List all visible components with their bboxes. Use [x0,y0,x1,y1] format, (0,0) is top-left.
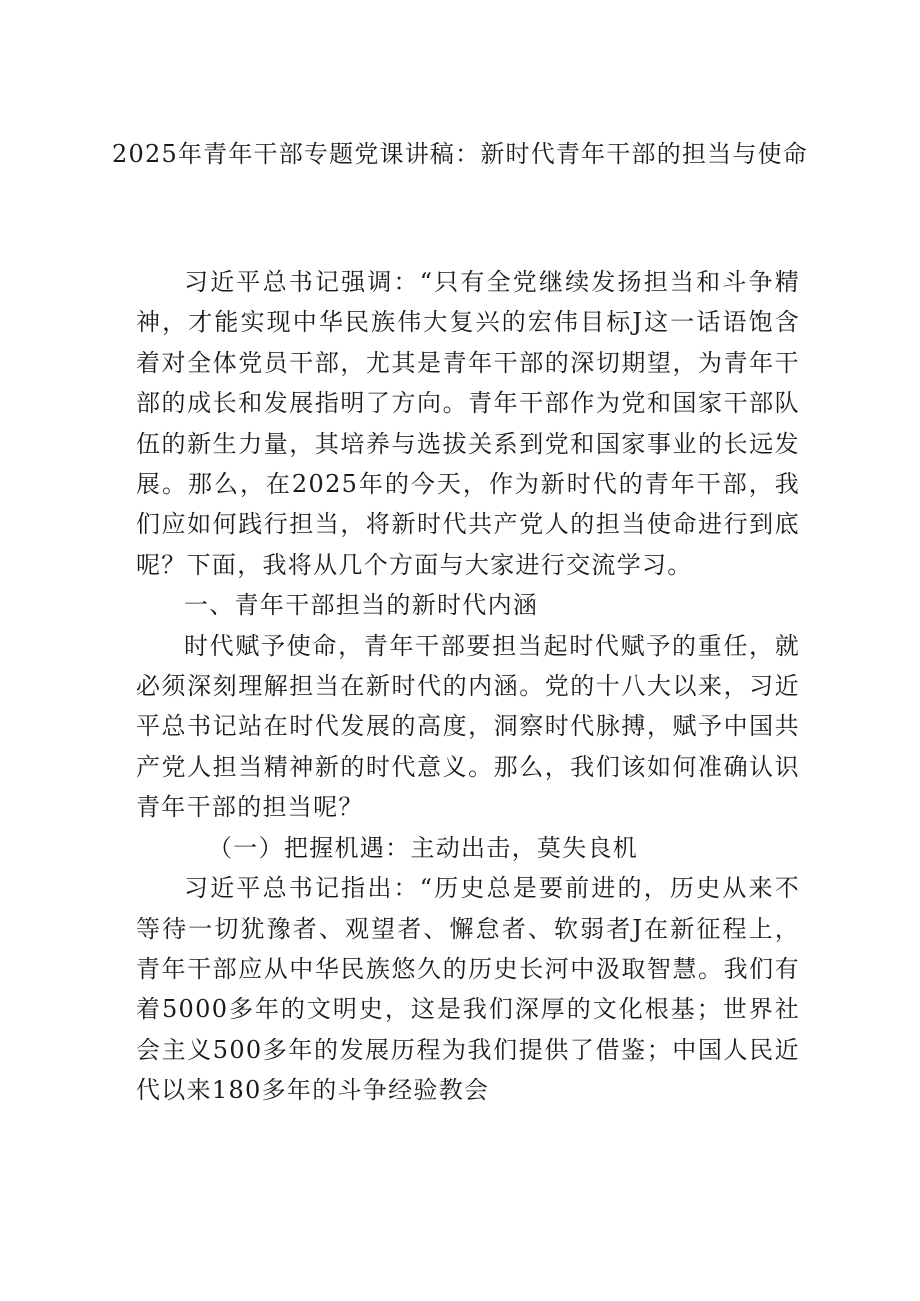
subsection-paragraph: 习近平总书记指出：“历史总是要前进的，历史从来不等待一切犹豫者、观望者、懈怠者、软弱者J在新征程上，青年干部应从中华民族悠久的历史长河中汲取智慧。我们有着5000多年的文明史，这是我们深厚的文化根基；世界社会主义500多年的发展历程为我们提供了借鉴；中国人民近代以来180多年的斗争经验教会 [136,874,800,1105]
subsection-heading: （一）把握机遇：主动出击，莫失良机 [208,833,639,862]
section-heading: 一、青年干部担当的新时代内涵 [184,591,539,620]
document-body [136,262,800,1111]
section-paragraph: 时代赋予使命，青年干部要担当起时代赋予的重任，就必须深刻理解担当在新时代的内涵。党的十八大以来，习近平总书记站在时代发展的高度，洞察时代脉搏，赋予中国共产党人担当精神新的时代意义。那么，我们该如何准确认识青年干部的担当呢？ [136,631,800,822]
intro-paragraph: 习近平总书记强调：“只有全党继续发扬担当和斗争精神，才能实现中华民族伟大复兴的宏伟目标J这一话语饱含着对全体党员干部，尤其是青年干部的深切期望，为青年干部的成长和发展指明了方向。青年干部作为党和国家干部队伍的新生力量，其培养与选拔关系到党和国家事业的长远发展。那么，在2025年的今天，作为新时代的青年干部，我们应如何践行担当，将新时代共产党人的担当使命进行到底呢？下面，我将从几个方面与大家进行交流学习。 [136,268,800,579]
document-title: 2025年青年干部专题党课讲稿：新时代青年干部的担当与使命 [112,140,808,168]
